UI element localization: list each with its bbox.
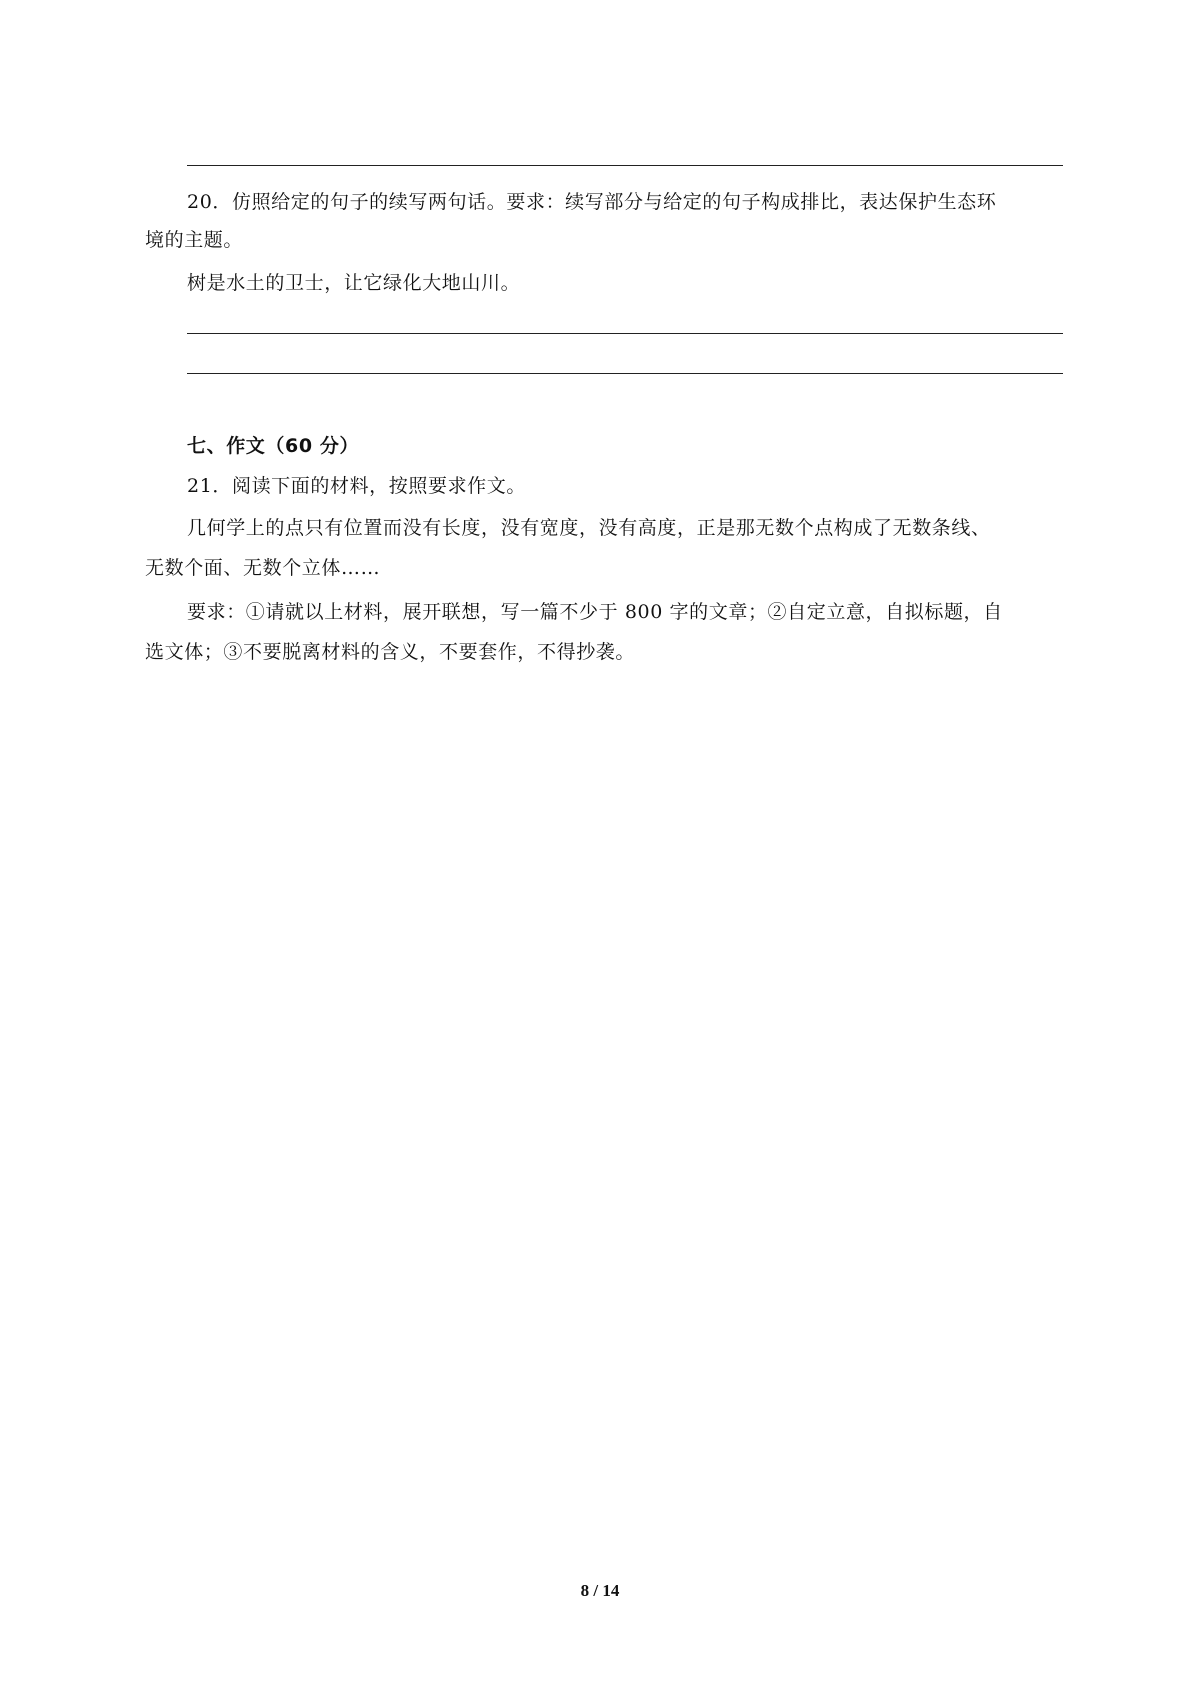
q21-material-line1: 几何学上的点只有位置而没有长度，没有宽度，没有高度，正是那无数个点构成了无数条线、 [187,517,991,539]
q20-given-sentence: 树是水土的卫士，让它绿化大地山川。 [187,272,521,294]
answer-line-q20-1 [187,333,1063,334]
q21-title: 21．阅读下面的材料，按照要求作文。 [187,475,526,497]
q20-prompt-line1: 20．仿照给定的句子的续写两句话。要求：续写部分与给定的句子构成排比，表达保护生态环 [187,191,997,213]
q21-requirements-line2: 选文体；③不要脱离材料的含义，不要套作，不得抄袭。 [145,641,636,663]
q20-prompt-line2: 境的主题。 [145,229,244,251]
section-heading-composition: 七、作文（60 分） [187,435,360,457]
q21-material-line2: 无数个面、无数个立体…… [145,557,381,579]
answer-line-q19 [187,165,1063,166]
answer-line-q20-2 [187,373,1063,374]
q21-requirements-line1: 要求：①请就以上材料，展开联想，写一篇不少于 800 字的文章；②自定立意，自拟标题，自 [187,601,1003,623]
page-number: 8 / 14 [580,1581,620,1600]
